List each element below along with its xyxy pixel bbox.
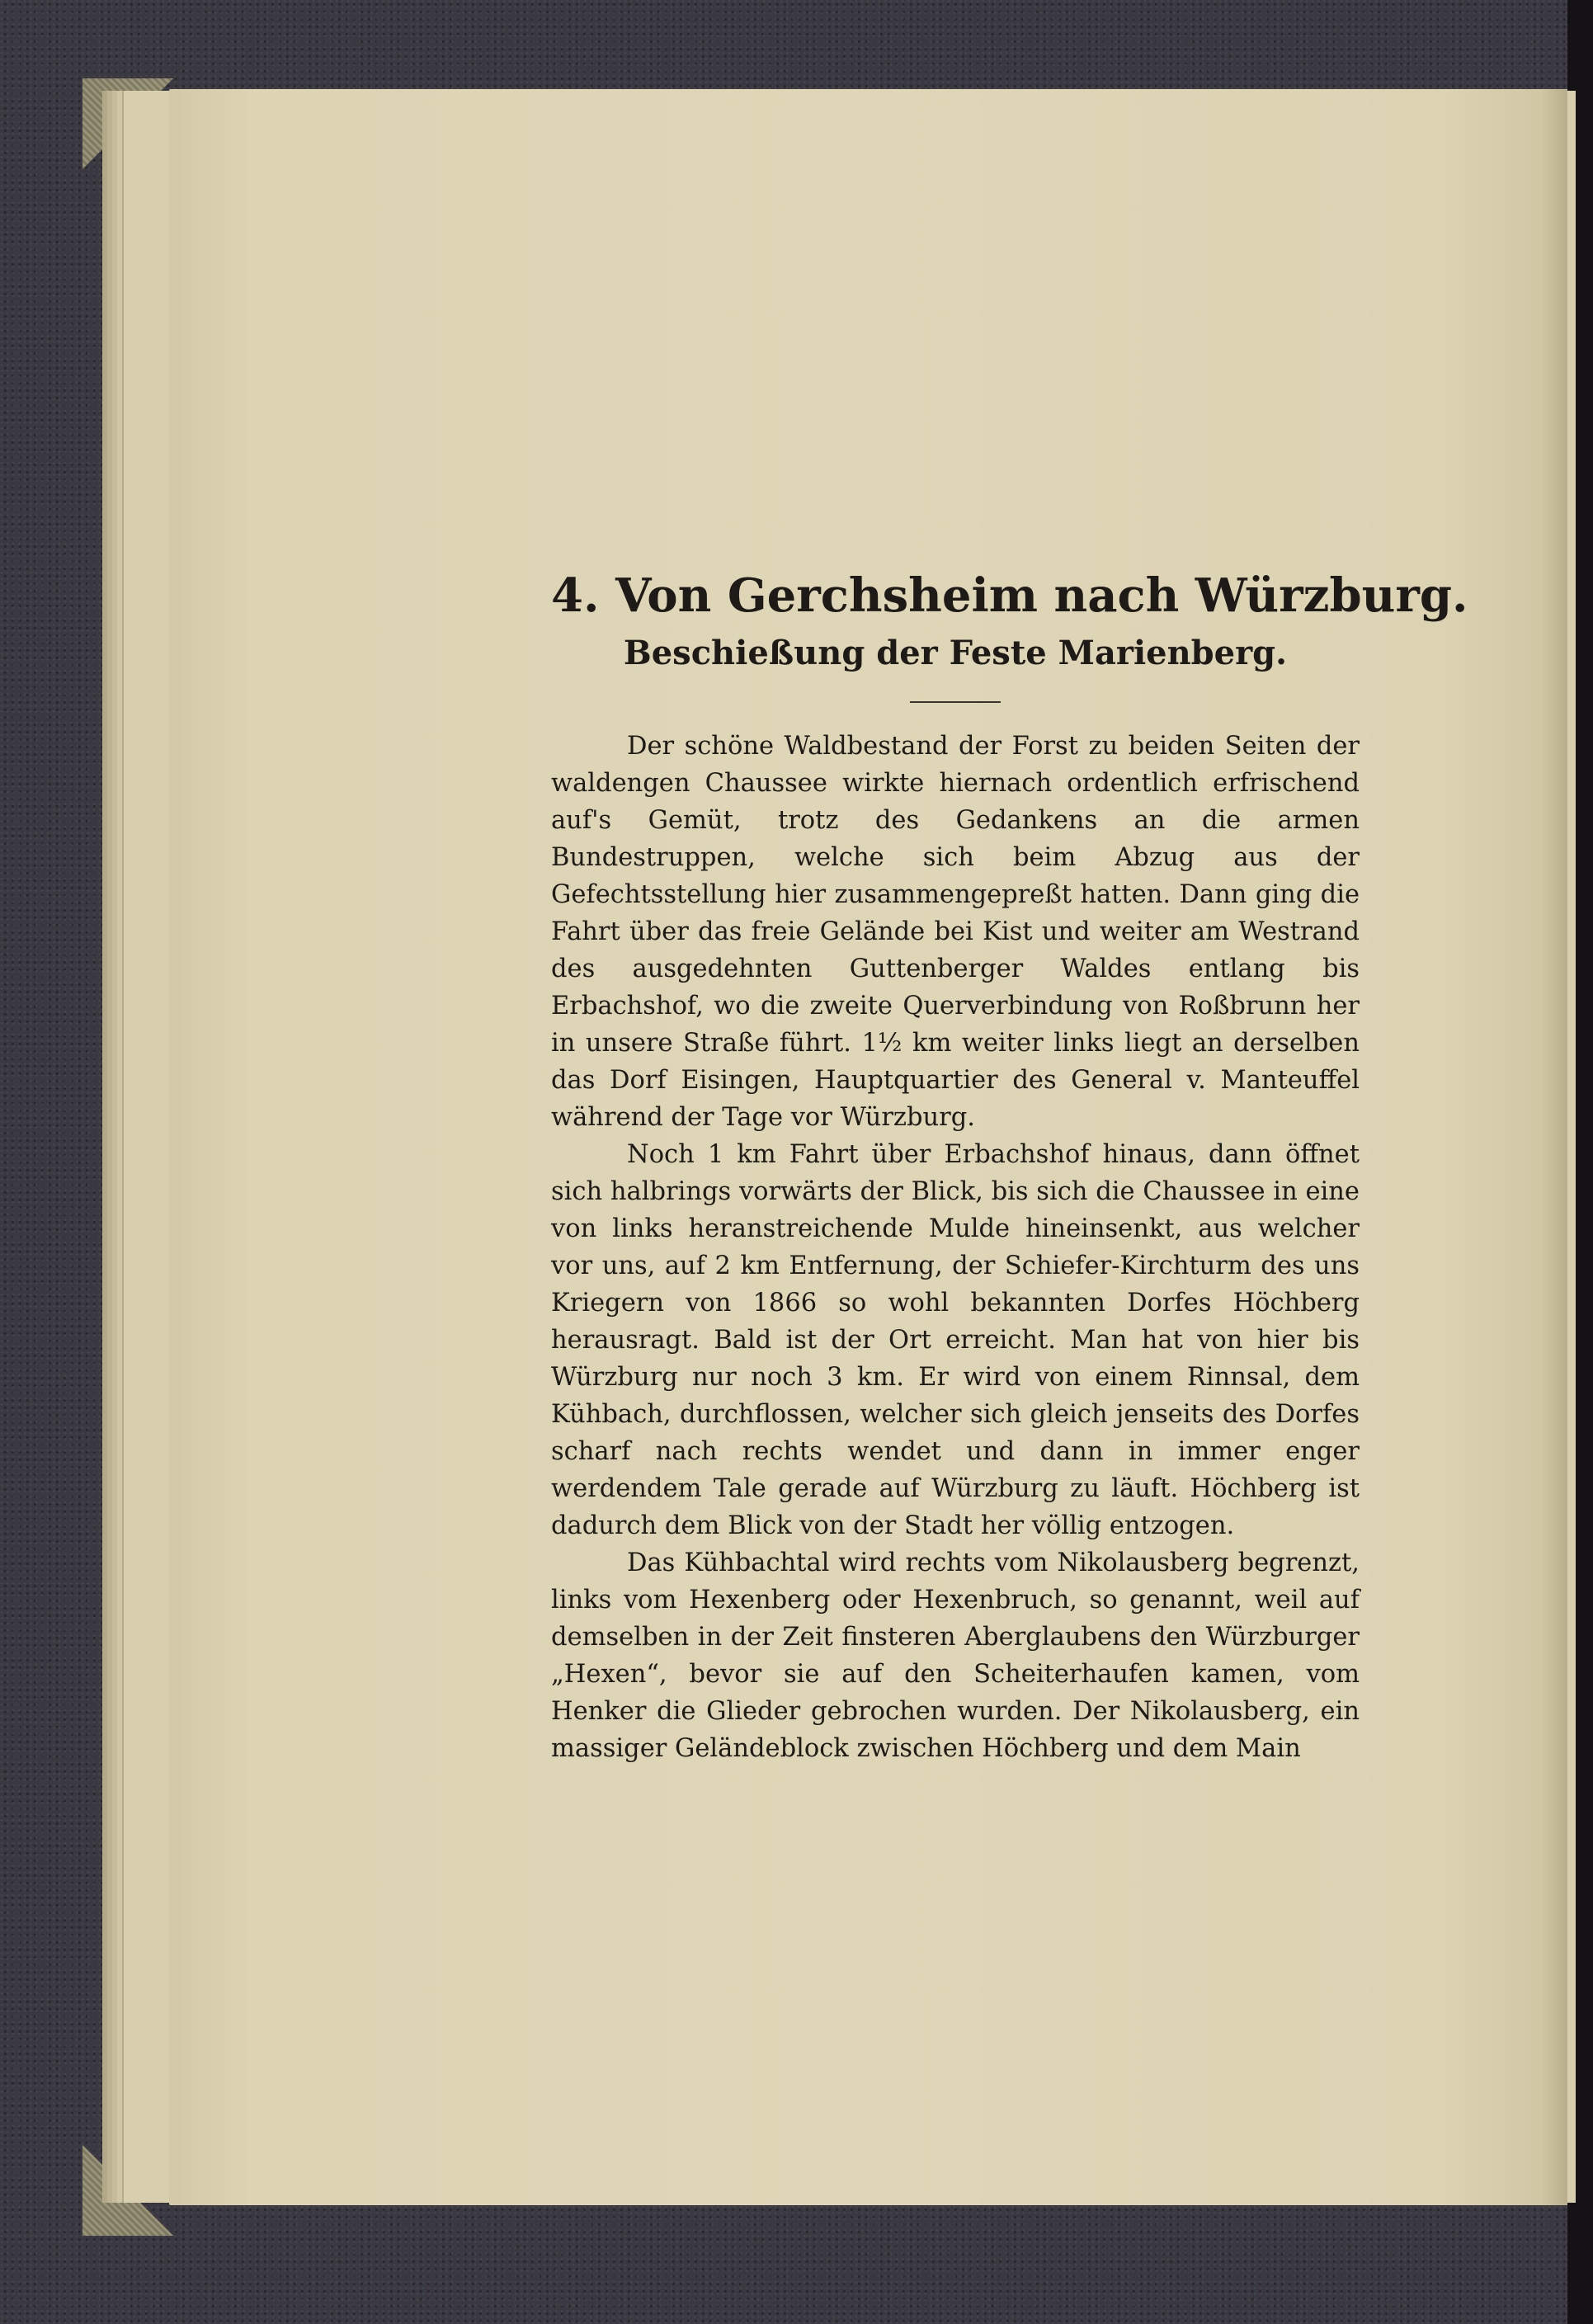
chapter-title: 4. Von Gerchsheim nach Würzburg. (551, 568, 1468, 623)
body-paragraph: Das Kühbachtal wird rechts vom Nikolausberg begrenzt, links vom Hexenberg oder Hexenbruch, so genannt, weil auf demselben in der Zeit finsteren Aberglaubens den Würzburger „Hexen“, bevor sie auf den Scheiterhaufen kamen, vom Henker die Glieder gebrochen wurden. Der Nikolausberg, ein massiger Geländeblock zwischen Höchberg und dem Main (551, 1549, 1360, 1764)
body-paragraph: Der schöne Waldbestand der Forst zu beiden Seiten der waldengen Chaussee wirkte hiernach ordentlich erfrischend auf's Gemüt, trotz des Gedankens an die armen Bundestruppen, welche sich beim Abzug aus der Gefechtsstellung hier zusammengepreßt hatten. Dann ging die Fahrt über das freie Gelände bei Kist und weiter am Westrand des ausgedehnten Guttenberger Waldes entlang bis Erbachshof, wo die zweite Querverbindung von Roßbrunn her in unsere Straße führt. 1½ km weiter links liegt an derselben das Dorf Eisingen, Hauptquartier des General v. Manteuffel während der Tage vor Würzburg. (551, 732, 1360, 1133)
chapter-subtitle: Beschießung der Feste Marienberg. (623, 634, 1288, 673)
body-paragraph: Noch 1 km Fahrt über Erbachshof hinaus, dann öffnet sich halbrings vorwärts der Blick, bis sich die Chaussee in eine von links heranstreichende Mulde hineinsenkt, aus welcher vor uns, auf 2 km Entfernung, der Schiefer-Kirchturm des uns Kriegern von 1866 so wohl bekannten Dorfes Höchberg herausragt. Bald ist der Ort erreicht. Man hat von hier bis Würzburg nur noch 3 km. Er wird von einem Rinnsal, dem Kühbach, durchflossen, welcher sich gleich jenseits des Dorfes scharf nach rechts wendet und dann in immer enger werdendem Tale gerade auf Würzburg zu läuft. Höchberg ist dadurch dem Blick von der Stadt her völlig entzogen. (551, 1140, 1360, 1541)
title-divider (910, 701, 1001, 703)
page-gutter-shadow (1543, 89, 1567, 2205)
page-text-block (551, 568, 1468, 1767)
